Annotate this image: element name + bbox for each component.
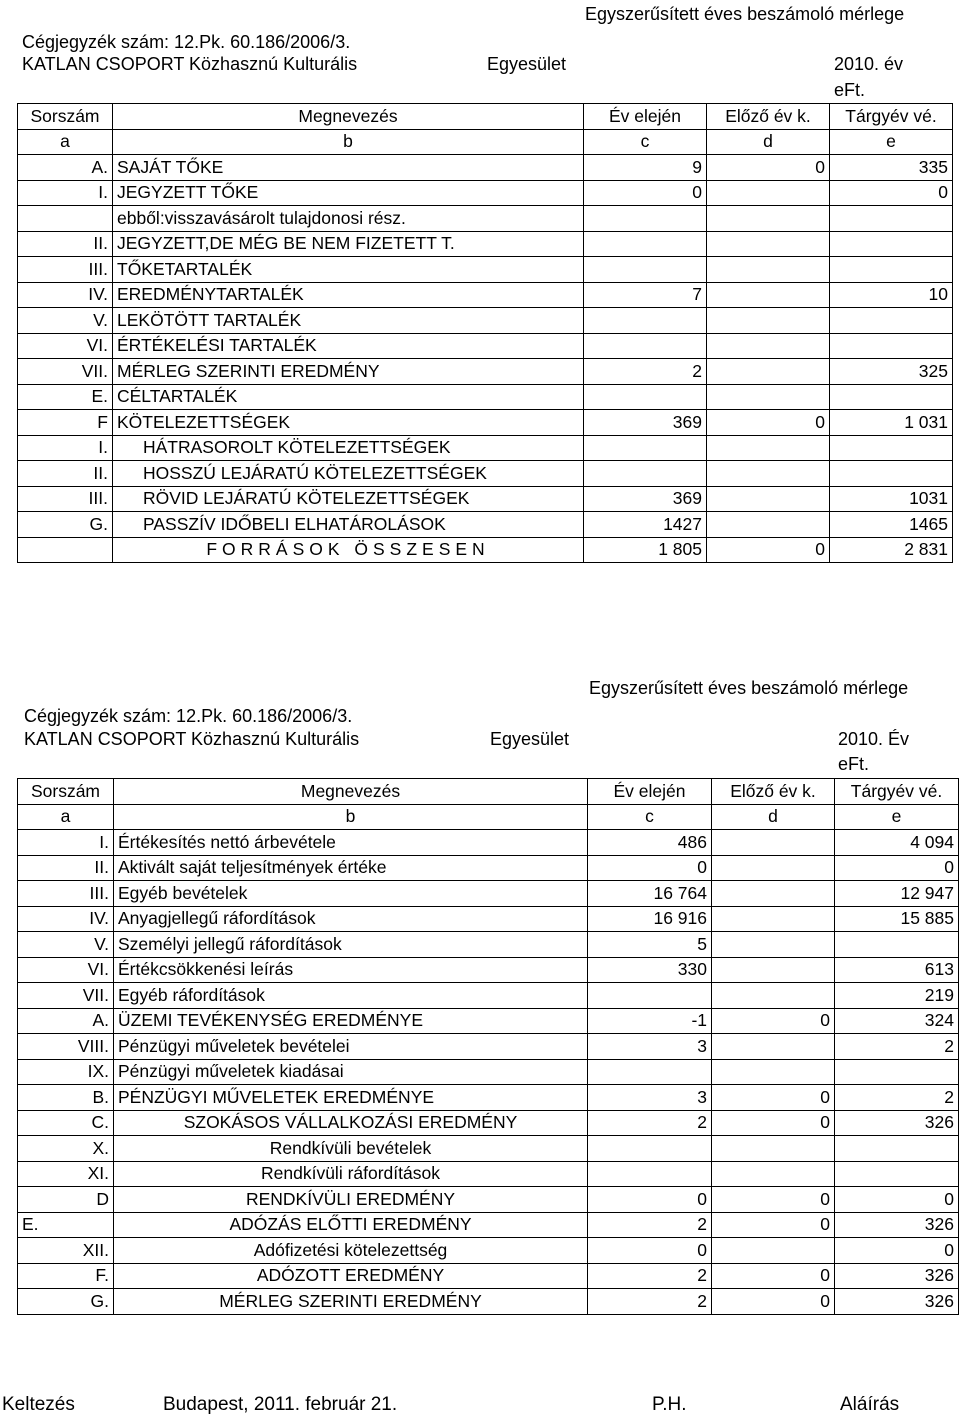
cell-name: SZOKÁSOS VÁLLALKOZÁSI EREDMÉNY [113,1110,588,1137]
balance-sheet-org-type: Egyesület [487,54,567,74]
cell-start [583,460,707,487]
cell-prev [711,957,835,984]
cell-prev [711,1059,835,1086]
header-cell-start: Év elején [583,103,707,130]
cell-start [587,982,712,1009]
cell-name: Rendkívüli ráfordítások [113,1161,588,1188]
cell-start: 2 [587,1212,712,1239]
cell-code: B. [17,1084,114,1111]
cell-start: 1427 [583,511,707,538]
cell-current [829,231,953,258]
cell-start [587,1059,712,1086]
cell-current: 12 947 [834,880,959,907]
cell-code: V. [17,307,113,334]
cell-current: 326 [834,1212,959,1239]
cell-name: Pénzügyi műveletek bevételei [113,1033,588,1060]
cell-name: TŐKETARTALÉK [112,256,584,283]
cell-start [583,205,707,232]
cell-prev [706,333,830,360]
cell-current: 326 [834,1263,959,1290]
cell-current: 0 [834,1186,959,1213]
cell-name: Egyéb ráfordítások [113,982,588,1009]
cell-name: ADÓZÁS ELŐTTI EREDMÉNY [113,1212,588,1239]
cell-name: ADÓZOTT EREDMÉNY [113,1263,588,1290]
cell-name: RÖVID LEJÁRATÚ KÖTELEZETTSÉGEK [112,486,584,513]
cell-name: RENDKÍVÜLI EREDMÉNY [113,1186,588,1213]
income-statement-org-name: KATLAN CSOPORT Közhasznú Kulturális [24,729,360,749]
cell-start: 3 [587,1033,712,1060]
header-cell-name: Megnevezés [112,103,584,130]
cell-current: 10 [829,282,953,309]
cell-start: 486 [587,829,712,856]
column-letter-current: e [834,804,959,831]
cell-prev [711,931,835,958]
cell-current: 335 [829,154,953,181]
cell-start [583,231,707,258]
cell-code: III. [17,486,113,513]
cell-current: 1465 [829,511,953,538]
cell-start: 9 [583,154,707,181]
cell-name: ÉRTÉKELÉSI TARTALÉK [112,333,584,360]
cell-current: 2 [834,1084,959,1111]
cell-prev [711,1161,835,1188]
cell-code: XI. [17,1161,114,1188]
cell-current [829,460,953,487]
header-cell-code: Sorszám [17,103,113,130]
cell-current: 2 831 [829,537,953,564]
cell-code: I. [17,435,113,462]
cell-name: HÁTRASOROLT KÖTELEZETTSÉGEK [112,435,584,462]
cell-prev: 0 [711,1084,835,1111]
balance-sheet-title: Egyszerűsített éves beszámoló mérlege [585,4,905,24]
cell-start: 0 [583,180,707,207]
column-letter-start: c [587,804,712,831]
cell-code: IV. [17,282,113,309]
income-statement-org-type: Egyesület [490,729,570,749]
cell-code: A. [17,154,113,181]
cell-current [829,205,953,232]
cell-code: VII. [17,358,113,385]
income-statement-registry: Cégjegyzék szám: 12.Pk. 60.186/2006/3. [24,706,353,726]
cell-start: 3 [587,1084,712,1111]
cell-code: V. [17,931,114,958]
income-statement-title: Egyszerűsített éves beszámoló mérlege [589,678,909,698]
cell-start: 16 916 [587,906,712,933]
cell-current [834,1135,959,1162]
cell-prev [706,282,830,309]
column-letter-start: c [583,129,707,156]
cell-name: JEGYZETT,DE MÉG BE NEM FIZETETT T. [112,231,584,258]
cell-start: 16 764 [587,880,712,907]
cell-start [583,384,707,411]
cell-current: 325 [829,358,953,385]
cell-prev [711,1237,835,1264]
column-letter-name: b [113,804,588,831]
cell-start [583,333,707,360]
cell-name: FORRÁSOK ÖSSZESEN [112,537,584,564]
cell-code: VI. [17,333,113,360]
cell-current: 2 [834,1033,959,1060]
cell-code: C. [17,1110,114,1137]
cell-prev [711,880,835,907]
cell-name: Aktivált saját teljesítmények értéke [113,855,588,882]
cell-prev: 0 [706,537,830,564]
cell-current [829,384,953,411]
cell-prev [706,435,830,462]
cell-prev: 0 [711,1212,835,1239]
cell-start: 1 805 [583,537,707,564]
cell-prev [711,906,835,933]
cell-code: II. [17,855,114,882]
balance-sheet-org-name: KATLAN CSOPORT Közhasznú Kulturális [22,54,358,74]
cell-name: Személyi jellegű ráfordítások [113,931,588,958]
cell-name: Pénzügyi műveletek kiadásai [113,1059,588,1086]
header-cell-prev: Előző év k. [711,778,835,805]
cell-prev: 0 [711,1288,835,1315]
cell-code: F. [17,1263,114,1290]
footer-signature: Aláírás [840,1394,900,1415]
cell-prev [706,231,830,258]
header-cell-current: Tárgyév vé. [829,103,953,130]
footer-place-date: Budapest, 2011. február 21. [163,1394,398,1415]
cell-prev [706,205,830,232]
cell-prev: 0 [706,154,830,181]
cell-code: E. [17,1212,114,1239]
column-letter-name: b [112,129,584,156]
cell-current: 0 [834,1237,959,1264]
cell-prev [706,486,830,513]
cell-current [834,1059,959,1086]
cell-prev [711,1033,835,1060]
cell-code: VII. [17,982,114,1009]
cell-name: JEGYZETT TŐKE [112,180,584,207]
cell-code: A. [17,1008,114,1035]
cell-name: Rendkívüli bevételek [113,1135,588,1162]
cell-name: PASSZÍV IDŐBELI ELHATÁROLÁSOK [112,511,584,538]
cell-code: VI. [17,957,114,984]
cell-start: 2 [583,358,707,385]
cell-code: XII. [17,1237,114,1264]
cell-prev [711,1135,835,1162]
cell-name: ebből:visszavásárolt tulajdonosi rész. [112,205,584,232]
cell-name: Értékcsökkenési leírás [113,957,588,984]
cell-current [829,435,953,462]
column-letter-code: a [17,129,113,156]
cell-code: III. [17,880,114,907]
cell-name: Értékesítés nettó árbevétele [113,829,588,856]
cell-current: 326 [834,1110,959,1137]
cell-prev: 0 [711,1008,835,1035]
cell-code: VIII. [17,1033,114,1060]
cell-code [17,537,113,564]
cell-current: 219 [834,982,959,1009]
cell-name: HOSSZÚ LEJÁRATÚ KÖTELEZETTSÉGEK [112,460,584,487]
cell-current: 1031 [829,486,953,513]
cell-prev: 0 [711,1110,835,1137]
cell-code: I. [17,180,113,207]
column-letter-code: a [17,804,114,831]
cell-name: LEKÖTÖTT TARTALÉK [112,307,584,334]
cell-start: 369 [583,486,707,513]
cell-code: IX. [17,1059,114,1086]
cell-start: 2 [587,1263,712,1290]
cell-name: ÜZEMI TEVÉKENYSÉG EREDMÉNYE [113,1008,588,1035]
cell-current: 1 031 [829,409,953,436]
cell-code: E. [17,384,113,411]
header-cell-start: Év elején [587,778,712,805]
header-cell-current: Tárgyév vé. [834,778,959,805]
cell-code: III. [17,256,113,283]
cell-prev: 0 [706,409,830,436]
header-cell-code: Sorszám [17,778,114,805]
balance-sheet-unit: eFt. [834,80,866,100]
cell-current: 326 [834,1288,959,1315]
cell-prev [706,307,830,334]
cell-name: MÉRLEG SZERINTI EREDMÉNY [113,1288,588,1315]
cell-start [587,1161,712,1188]
footer-stamp: P.H. [652,1394,687,1415]
cell-current: 613 [834,957,959,984]
cell-current: 15 885 [834,906,959,933]
cell-code: I. [17,829,114,856]
income-statement-year: 2010. Év [838,729,910,749]
cell-prev [706,180,830,207]
cell-start: -1 [587,1008,712,1035]
cell-code: X. [17,1135,114,1162]
cell-prev [711,855,835,882]
cell-code: II. [17,231,113,258]
cell-start: 0 [587,855,712,882]
cell-current [834,931,959,958]
balance-sheet-registry: Cégjegyzék szám: 12.Pk. 60.186/2006/3. [22,32,351,52]
cell-start: 0 [587,1237,712,1264]
header-cell-prev: Előző év k. [706,103,830,130]
cell-start: 369 [583,409,707,436]
cell-code: G. [17,1288,114,1315]
cell-prev [706,460,830,487]
cell-name: PÉNZÜGYI MŰVELETEK EREDMÉNYE [113,1084,588,1111]
cell-start: 0 [587,1186,712,1213]
cell-start [583,256,707,283]
cell-name: EREDMÉNYTARTALÉK [112,282,584,309]
cell-current: 4 094 [834,829,959,856]
cell-start [583,435,707,462]
cell-code: IV. [17,906,114,933]
cell-current: 324 [834,1008,959,1035]
cell-start [587,1135,712,1162]
cell-code: F [17,409,113,436]
cell-current [834,1161,959,1188]
cell-prev [711,982,835,1009]
cell-prev [706,358,830,385]
column-letter-prev: d [706,129,830,156]
cell-current [829,307,953,334]
cell-name: Egyéb bevételek [113,880,588,907]
cell-start: 2 [587,1110,712,1137]
cell-start: 7 [583,282,707,309]
cell-prev [711,829,835,856]
cell-prev: 0 [711,1263,835,1290]
cell-current: 0 [829,180,953,207]
column-letter-current: e [829,129,953,156]
cell-name: MÉRLEG SZERINTI EREDMÉNY [112,358,584,385]
balance-sheet-year: 2010. év [834,54,904,74]
cell-current [829,256,953,283]
cell-current: 0 [834,855,959,882]
cell-current [829,333,953,360]
cell-code [17,205,113,232]
cell-start: 330 [587,957,712,984]
cell-prev [706,384,830,411]
cell-code: D [17,1186,114,1213]
cell-prev [706,511,830,538]
cell-start: 2 [587,1288,712,1315]
header-cell-name: Megnevezés [113,778,588,805]
cell-name: SAJÁT TŐKE [112,154,584,181]
cell-code: II. [17,460,113,487]
column-letter-prev: d [711,804,835,831]
cell-prev [706,256,830,283]
cell-prev: 0 [711,1186,835,1213]
cell-code: G. [17,511,113,538]
cell-name: Adófizetési kötelezettség [113,1237,588,1264]
cell-start: 5 [587,931,712,958]
income-statement-unit: eFt. [838,754,870,774]
footer-date-label: Keltezés [2,1394,75,1415]
cell-start [583,307,707,334]
cell-name: KÖTELEZETTSÉGEK [112,409,584,436]
cell-name: Anyagjellegű ráfordítások [113,906,588,933]
cell-name: CÉLTARTALÉK [112,384,584,411]
